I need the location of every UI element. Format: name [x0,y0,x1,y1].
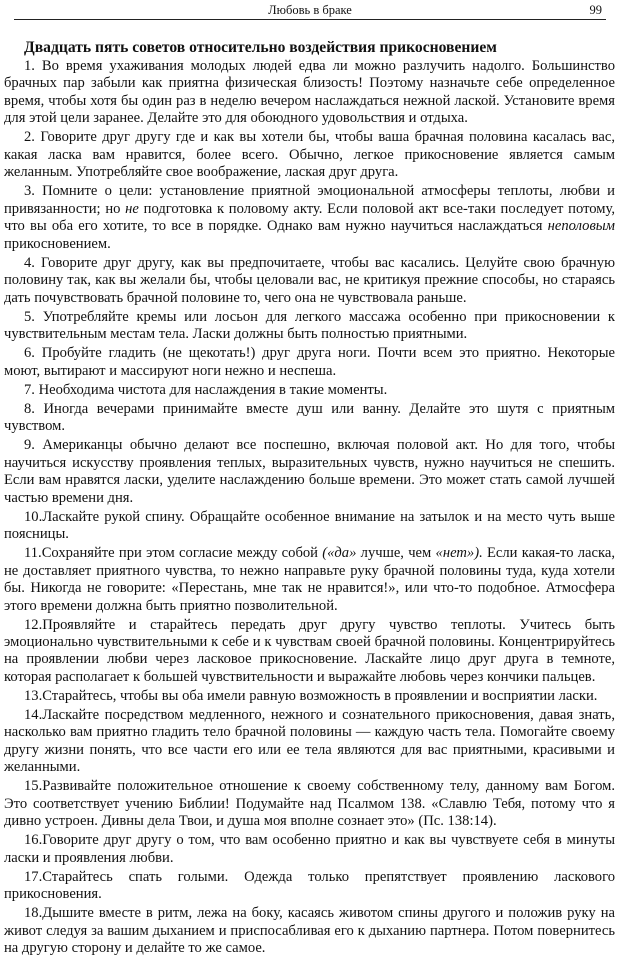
tip-text: Говорите друг другу где и как вы хотели бы, чтобы ваша брачная половина касалась вас, какая ласка вам нравится, более всего. Обычно, легкое прикосновение является самым желанным. Употребляйте свое воображение, лаская друг друга. [4,129,615,181]
tip-number: 1. [24,58,35,74]
tip-paragraph [4,688,615,705]
tip-number: 6. [24,345,35,362]
tip-text: лучше, чем [356,545,436,562]
tip-number: 4. [24,254,35,271]
tip-paragraph [4,345,615,380]
tip-paragraph [4,707,615,777]
tip-number: 15. [24,778,43,795]
tip-text: Иногда вечерами принимайте вместе душ или ванну. Делайте это шутя с приятным чувством. [4,400,615,435]
tip-number: 16. [24,832,43,849]
tip-paragraph [4,58,615,128]
tip-text: прикосновением. [4,235,111,252]
tip-paragraph [4,617,615,687]
tip-emphasis: неполовым [547,218,615,235]
tips-list [4,58,615,958]
tip-number: 5. [24,308,35,325]
tip-number: 10. [24,508,43,525]
tip-number: 11. [24,545,42,562]
tip-emphasis: не [125,200,139,217]
tip-text: Употребляйте кремы или лосьон для легкого массажа особенно при прикосновении к чувствительным местам тела. Ласки должны быть полностью приятными. [4,308,615,343]
tip-paragraph [4,778,615,830]
tip-text: Если какая-то ласка, не доставляет приятного чувства, то нежно направьте руку брачной половины туда, куда хотели бы. Никогда не говорите: «Перестань, мне так не нравится!», или что-то подобное. Атмосфера этого времени должна быть приятно позволительной. [4,545,615,614]
tip-text: Сохраняйте при этом согласие между собой [41,545,323,562]
tip-text: Развивайте положительное отношение к своему собственному телу, данному вам Богом. Это соответствует учению Библии! Подумайте над Псалмом 138. «Славлю Тебя, потому что я дивно устроен. Дивны дела Твои, и душа моя вполне сознает это» (Пс. 138:14). [4,778,615,830]
tip-paragraph [4,309,615,344]
tip-number: 14. [24,707,43,724]
tip-text: Проявляйте и старайтесь передать друг другу чувство теплоты. Учитесь быть эмоционально чувствительными к себе и к чувствам своей брачной половины. Концентрируйтесь на проявлении любви через ласковое прикосновение. Ласкайте лицо друг друга в темноте, которая располагает к большей чувствительности и выражайте любовь через кончики пальцев. [4,616,615,685]
tip-emphasis: «нет»). [435,545,483,562]
tip-number: 8. [24,400,35,417]
tip-text: Говорите друг другу о том, что вам особенно приятно и как вы чувствуете себя в минуты ласки и проявления любви. [4,832,615,866]
tip-text: Помните о цели: установление приятной эмоциональной атмосферы теплоты, любви и привязанности; но [4,183,615,217]
tip-text: Старайтесь спать голыми. Одежда только препятствует проявлению ласкового прикосновения. [4,868,615,903]
tip-number: 12. [24,616,43,633]
tip-number: 2. [24,129,35,146]
tip-text: Пробуйте гладить (не щекотать!) друг друга ноги. Почти всем это приятно. Некоторые моют, вытирают и массируют ноги нежно и неспеша. [4,345,615,379]
tip-text: Дышите вместе в ритм, лежа на боку, касаясь животом спины другого и положив руку на живот следуя за вашим дыханием и приспосабливая его к дыханию партнера. Потом повернитесь на другую сторону и делайте то же самое. [4,905,615,957]
tip-text: Американцы обычно делают все поспешно, включая половой акт. Но для того, чтобы научиться искусству проявления теплых, выразительных чувств, нужно научиться не спешить. Если вам нравятся ласки, уделите наслаждению больше времени. Это может стать самой лучшей частью времени дня. [4,437,615,506]
tip-number: 18. [24,905,43,922]
section-heading: Двадцать пять советов относительно воздействия прикосновением [24,39,497,56]
tip-paragraph [4,905,615,957]
page-content [4,38,615,959]
tip-paragraph [4,255,615,307]
tip-paragraph [4,382,615,399]
tip-text: Ласкайте рукой спину. Обращайте особенное внимание на затылок и на место чуть выше поясницы. [4,508,615,543]
tip-number: 9. [24,437,35,454]
running-header [14,2,606,20]
tip-paragraph [4,437,615,507]
tip-number: 7. [24,381,35,398]
tip-paragraph [4,183,615,253]
tip-paragraph [4,401,615,436]
tip-paragraph [4,545,615,615]
tip-number: 3. [24,183,35,200]
tip-text: Ласкайте посредством медленного, нежного и сознательного прикосновения, давая знать, насколько вам приятно гладить тело брачной половины — каждую часть тела. Помогайте своему другу жизни понять, что все части его или ее тела являются для вас приятными, красивыми и желанными. [4,707,615,776]
tip-text: Говорите друг другу, как вы предпочитаете, чтобы вас касались. Целуйте свою брачную половину так, как вы желали бы, чтобы целовали вас, не критикуя прежние способы, но стараясь дать почувствовать брачной половине то, чего она не чувствовала раньше. [4,254,615,306]
tip-paragraph [4,129,615,181]
tip-text: подготовка к половому акту. Если половой акт все-таки последует потому, что вы оба его хотите, то все в порядке. Однако вам нужно научиться наслаждаться [4,200,615,235]
tip-number: 17. [24,868,43,885]
tip-text: Старайтесь, чтобы вы оба имели равную возможность в проявлении и восприятии ласки. [42,687,598,704]
tip-text: Необходима чистота для наслаждения в такие моменты. [34,381,388,398]
page-number: 99 [589,3,602,17]
tip-paragraph [4,832,615,867]
tip-text: Во время ухаживания молодых людей едва ли можно разлучить надолго. Большинство брачных пар забыли как приятна физическая близость! Поэтому назначьте себе определенное время, чтобы хотя бы один раз в неделю вечером наслаждаться нежной лаской. Установите время для этой цели заранее. Делайте это для обоюдного удовольствия и отдыха. [4,58,615,127]
tip-paragraph [4,869,615,904]
tip-paragraph [4,509,615,544]
tip-number: 13. [24,687,43,704]
running-title: Любовь в браке [268,3,352,17]
tip-emphasis: («да» [322,545,357,562]
